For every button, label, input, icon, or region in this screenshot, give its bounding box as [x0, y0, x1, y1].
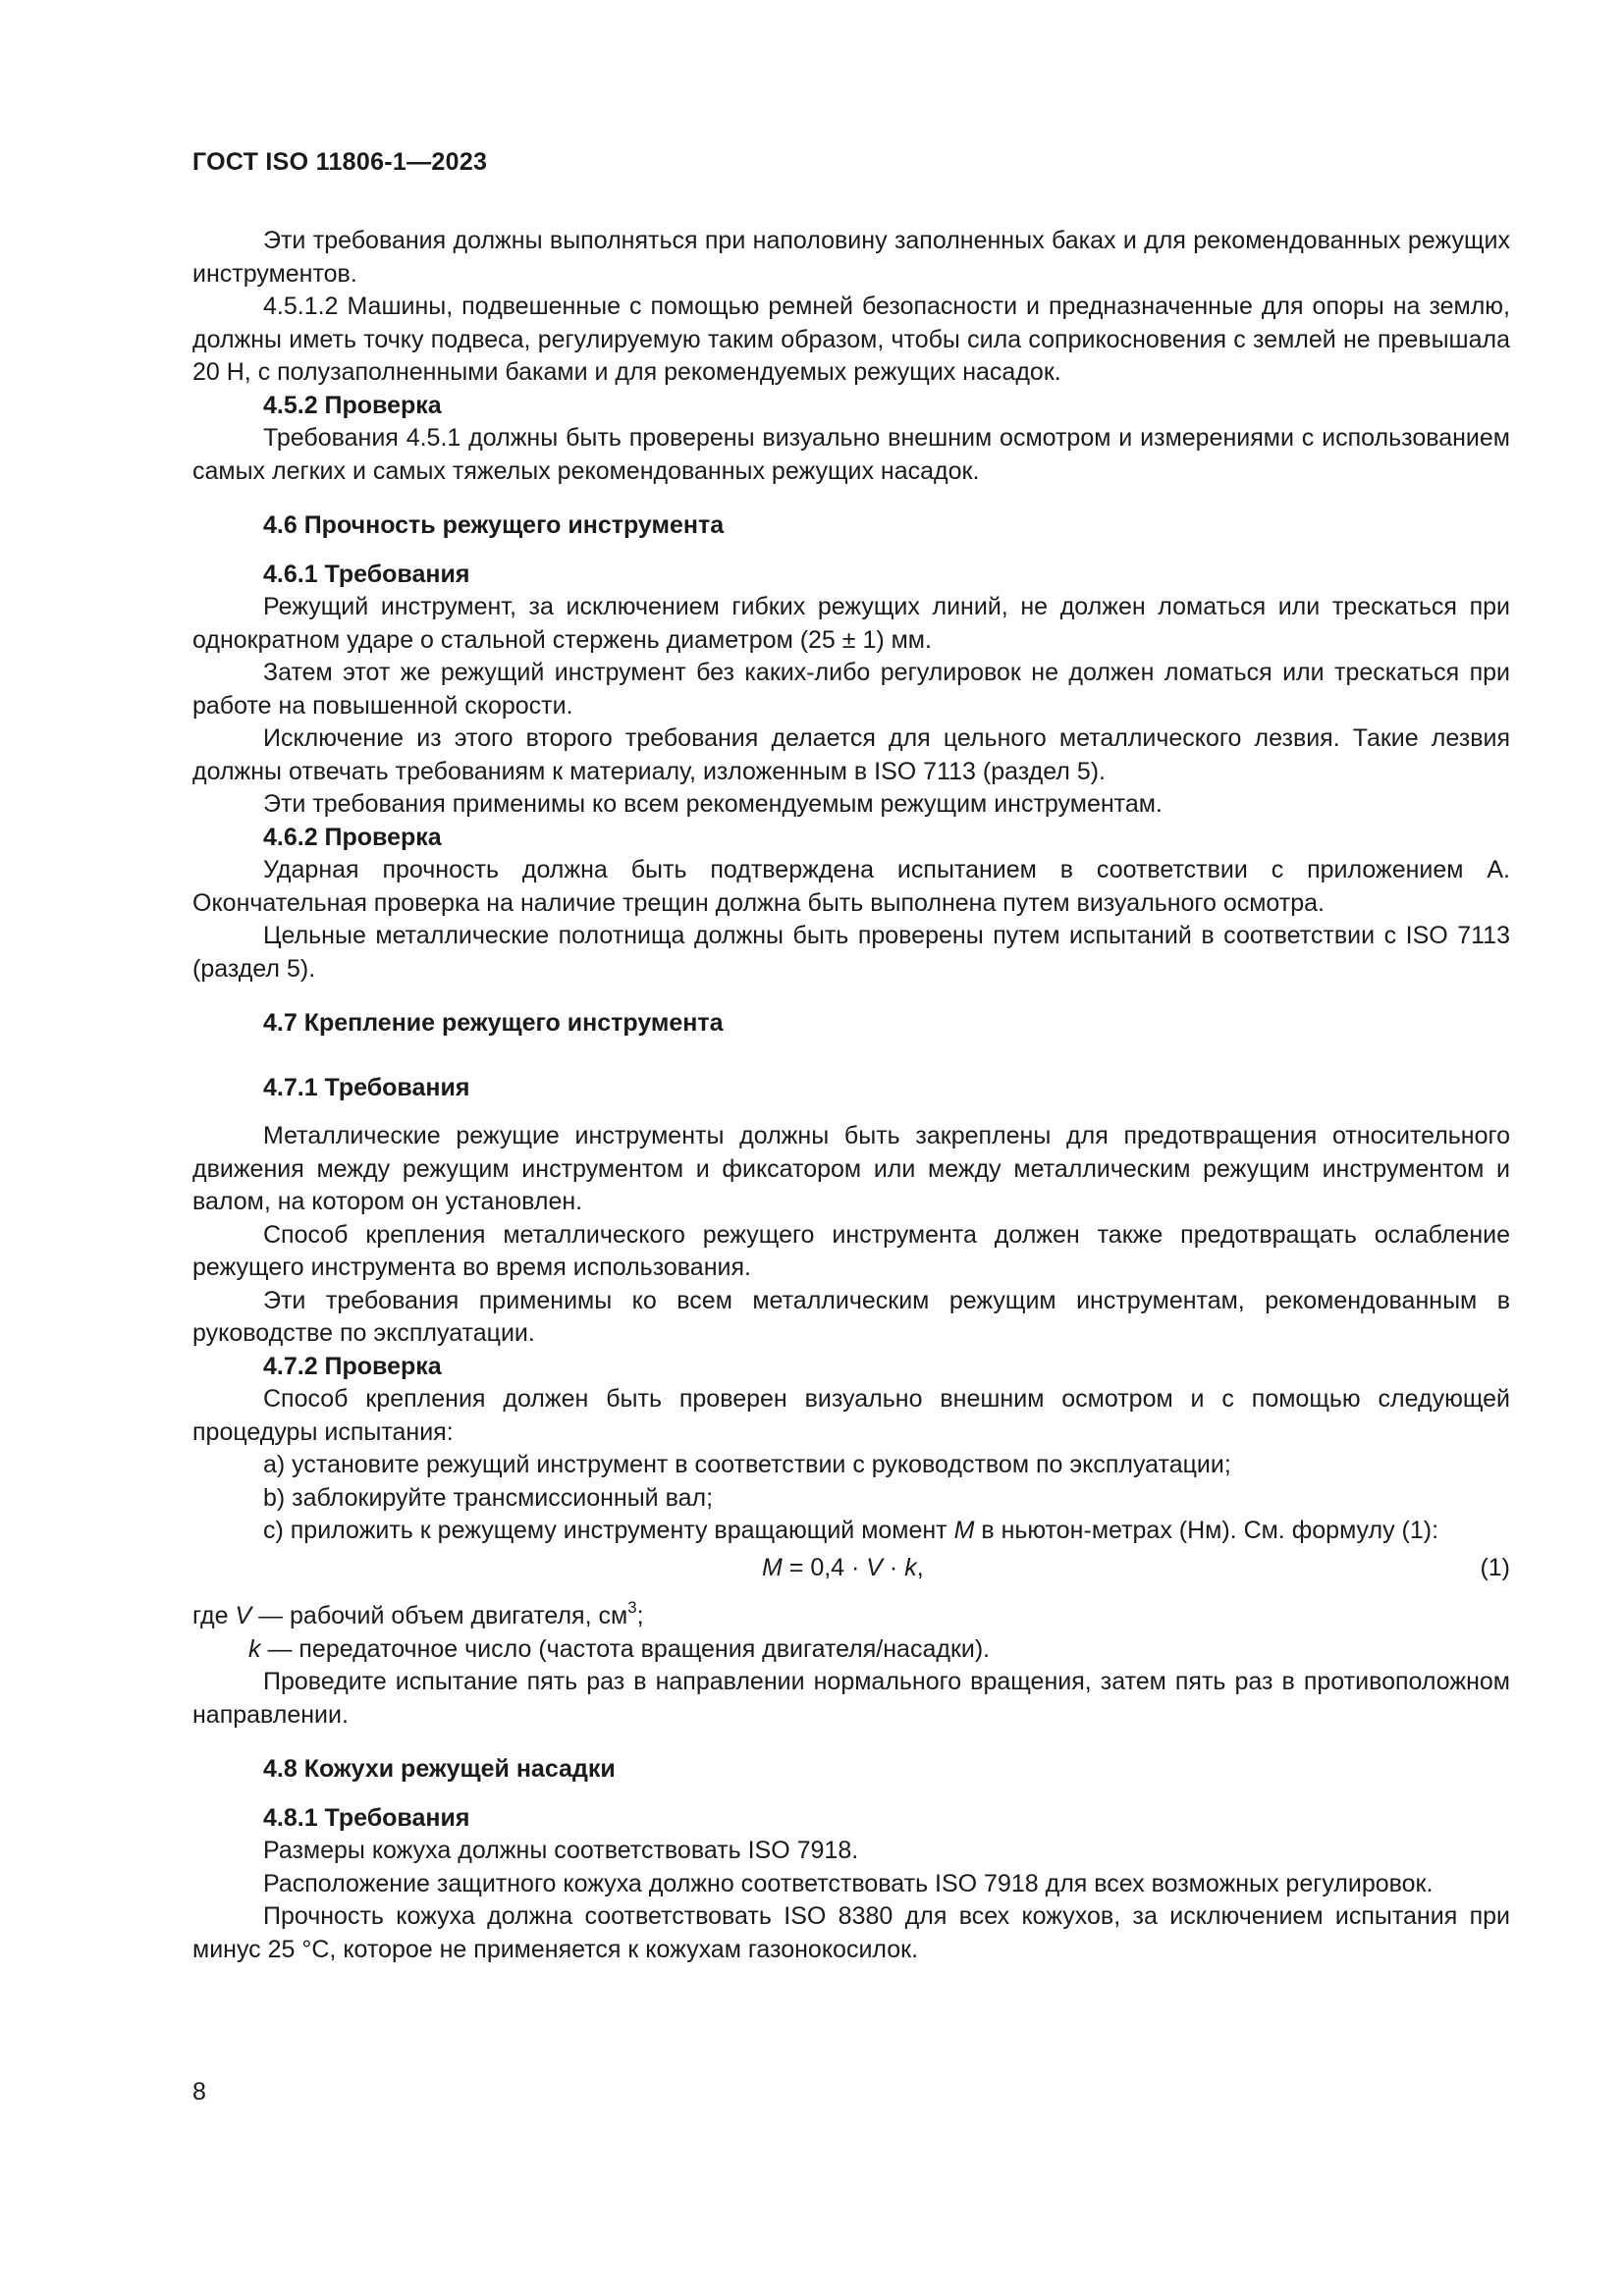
paragraph: Эти требования применимы ко всем рекомендуемым режущим инструментам.	[263, 790, 1163, 818]
paragraph: Режущий инструмент, за исключением гибких режущих линий, не должен ломаться или трескаться при однократном ударе о стальной стержень диаметром (25 ± 1) мм.	[192, 593, 1510, 654]
legend-text: ;	[636, 1602, 644, 1629]
subsection-heading-4-5-2: 4.5.2 Проверка	[263, 391, 442, 419]
paragraph: Размеры кожуха должны соответствовать ISO 7918.	[263, 1837, 859, 1864]
section-heading-4-8: 4.8 Кожухи режущей насадки	[263, 1755, 616, 1783]
legend-var-v: V	[235, 1602, 252, 1629]
list-item-c-text: в ньютон-метрах (Нм). См. формулу (1):	[974, 1517, 1439, 1544]
paragraph: Расположение защитного кожуха должно соответствовать ISO 7918 для всех возможных регулировок.	[263, 1869, 1434, 1897]
paragraph: Способ крепления должен быть проверен визуально внешним осмотром и с помощью следующей процедуры испытания:	[192, 1385, 1510, 1446]
section-heading-4-6: 4.6 Прочность режущего инструмента	[263, 511, 725, 539]
subsection-heading-4-6-1: 4.6.1 Требования	[263, 560, 470, 588]
subsection-heading-4-7-2: 4.7.2 Проверка	[263, 1352, 442, 1380]
subsection-heading-4-8-1: 4.8.1 Требования	[263, 1803, 470, 1832]
formula-text: ,	[916, 1553, 924, 1581]
legend-text: где	[192, 1602, 236, 1629]
formula-legend-k	[192, 1633, 1510, 1667]
legend-text: — рабочий объем двигателя, см	[251, 1602, 628, 1629]
paragraph: Ударная прочность должна быть подтверждена испытанием в соответствии с приложением А. Окончательная проверка на наличие трещин должна быть выполнена путем визуального осмотра.	[192, 856, 1510, 917]
paragraph: Способ крепления металлического режущего инструмента должен также предотвращать ослабление режущего инструмента во время использования.	[192, 1220, 1510, 1281]
list-item-c	[192, 1515, 1510, 1548]
document-header: ГОСТ ISO 11806-1—2023	[192, 148, 488, 176]
formula-number: (1)	[1480, 1553, 1510, 1581]
paragraph: Цельные металлические полотнища должны быть проверены путем испытаний в соответствии с ISO 7113 (раздел 5).	[192, 922, 1510, 983]
formula-expression	[762, 1552, 924, 1585]
paragraph: 4.5.1.2 Машины, подвешенные с помощью ремней безопасности и предназначенные для опоры на землю, должны иметь точку подвеса, регулируемую таким образом, чтобы сила соприкосновения с землей не превышала 20 Н, с полузаполненными баками и для рекомендуемых режущих насадок.	[192, 293, 1510, 386]
formula-var-v: V	[866, 1553, 883, 1581]
variable-m: M	[953, 1517, 975, 1544]
paragraph: Металлические режущие инструменты должны быть закреплены для предотвращения относительного движения между режущим инструментом и фиксатором или между металлическим режущим инструментом и валом, на котором он установлен.	[192, 1122, 1510, 1215]
formula-var-m: M	[762, 1553, 783, 1581]
formula-text: ·	[882, 1553, 905, 1581]
legend-superscript: 3	[627, 1597, 637, 1617]
formula-var-k: k	[904, 1553, 917, 1581]
page-number: 8	[192, 2078, 206, 2106]
paragraph: Требования 4.5.1 должны быть проверены визуально внешним осмотром и измерениями с использованием самых легких и самых тяжелых рекомендованных режущих насадок.	[192, 424, 1510, 485]
section-heading-4-7: 4.7 Крепление режущего инструмента	[263, 1009, 724, 1037]
legend-text: — передаточное число (частота вращения двигателя/насадки).	[260, 1634, 991, 1663]
paragraph: Прочность кожуха должна соответствовать ISO 8380 для всех кожухов, за исключением испытания при минус 25 °С, которое не применяется к кожухам газонокосилок.	[192, 1902, 1510, 1963]
formula-1	[192, 1552, 1510, 1585]
paragraph: Затем этот же режущий инструмент без каких-либо регулировок не должен ломаться или трескаться при работе на повышенной скорости.	[192, 659, 1510, 720]
list-item-a: a) установите режущий инструмент в соответствии с руководством по эксплуатации;	[263, 1451, 1231, 1478]
subsection-heading-4-6-2: 4.6.2 Проверка	[263, 823, 442, 851]
formula-legend-v	[192, 1597, 1510, 1633]
legend-var-k: k	[248, 1634, 261, 1663]
formula-text: = 0,4 ·	[782, 1553, 867, 1581]
document-body	[192, 225, 1510, 1966]
paragraph: Проведите испытание пять раз в направлении нормального вращения, затем пять раз в противоположном направлении.	[192, 1668, 1510, 1729]
list-item-b: b) заблокируйте трансмиссионный вал;	[263, 1483, 714, 1512]
paragraph: Эти требования применимы ко всем металлическим режущим инструментам, рекомендованным в руководстве по эксплуатации.	[192, 1286, 1510, 1347]
list-item-c-text: c) приложить к режущему инструменту вращающий момент	[263, 1517, 954, 1544]
paragraph: Исключение из этого второго требования делается для цельного металлического лезвия. Такие лезвия должны отвечать требованиям к материалу, изложенным в ISO 7113 (раздел 5).	[192, 724, 1510, 785]
paragraph: Эти требования должны выполняться при наполовину заполненных баках и для рекомендованных режущих инструментов.	[192, 227, 1510, 288]
subsection-heading-4-7-1: 4.7.1 Требования	[263, 1073, 470, 1101]
